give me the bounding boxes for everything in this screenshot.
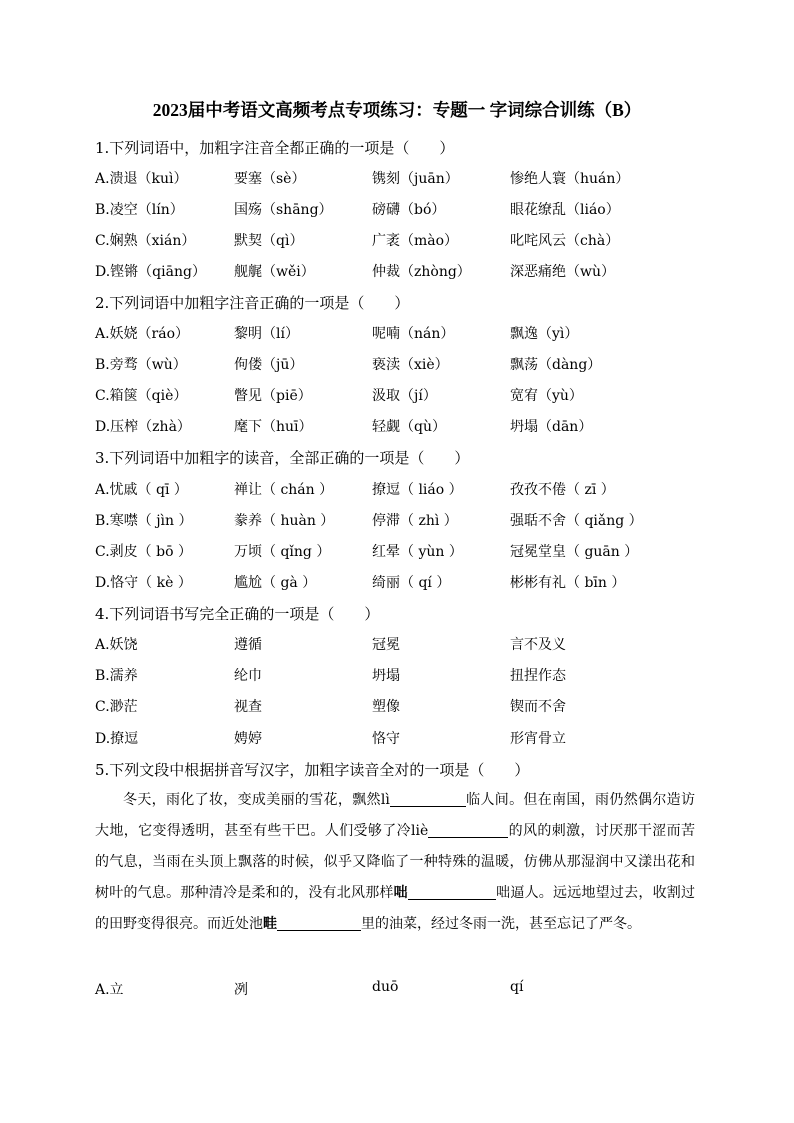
q1-c-3: 广袤（mào） bbox=[372, 233, 459, 249]
q2-c-1: C.箱箧（qiè） bbox=[95, 388, 188, 404]
answer-blank-4[interactable] bbox=[277, 914, 361, 931]
q2-a-3: 呢喃（nán） bbox=[372, 326, 455, 342]
q3-b-4: 强聒不舍（ qiǎng ） bbox=[510, 513, 643, 529]
q2-b-3: 亵渎（xiè） bbox=[372, 357, 449, 373]
q4-a-1: A.妖饶 bbox=[95, 637, 138, 653]
q1-c-4: 叱咤风云（chà） bbox=[510, 233, 620, 249]
q2-d-3: 轻觑（qù） bbox=[372, 419, 446, 435]
q4-a-4: 言不及义 bbox=[510, 637, 566, 653]
q1-b-2: 国殇（shāng） bbox=[234, 202, 333, 218]
answer-blank-2[interactable] bbox=[428, 821, 508, 838]
q5-option-row-a bbox=[95, 979, 735, 1003]
q1-b-3: 磅礴（bó） bbox=[372, 202, 446, 218]
q3-a-3: 撩逗（ liáo ） bbox=[372, 482, 463, 498]
q3-c-3: 红晕（ yùn ） bbox=[372, 544, 463, 560]
passage-segment-4: 咄逼人。远远地望过去，收割过的田野变得很亮。而近处池 bbox=[95, 885, 696, 932]
q1-a-3: 镌刻（juān） bbox=[372, 171, 459, 187]
passage-segment-2: 临人间。但在南国，雨仍然偶尔造访大地，它变得透明，甚至有些干巴。人们受够了冷 bbox=[95, 792, 696, 839]
q4-option-row-a bbox=[95, 634, 735, 658]
q2-b-1: B.旁骛（wù） bbox=[95, 357, 187, 373]
q2-d-2: 麾下（huī） bbox=[234, 419, 313, 435]
q2-option-row-c bbox=[95, 385, 735, 409]
q1-a-2: 要塞（sè） bbox=[234, 171, 306, 187]
reading-passage bbox=[95, 785, 695, 940]
q1-option-row-b bbox=[95, 199, 735, 223]
q3-d-4: 彬彬有礼（ bīn ） bbox=[510, 575, 626, 591]
q4-d-3: 恪守 bbox=[372, 731, 400, 747]
bold-char-duo: 咄 bbox=[393, 885, 408, 901]
q1-d-3: 仲裁（zhòng） bbox=[372, 264, 471, 280]
pinyin-prompt-1: lì bbox=[380, 792, 390, 808]
q4-b-3: 坍塌 bbox=[372, 668, 400, 684]
passage-segment-3: 的风的刺激，讨厌那干涩而苦的气息，当雨在头顶上飘落的时候，似乎又降临了一种特殊的温暖，仿佛从那湿润中又漾出花和树叶的气息。那种清冷是柔和的，没有北风那样 bbox=[95, 823, 696, 901]
q4-c-1: C.渺茫 bbox=[95, 699, 138, 715]
q3-option-row-b bbox=[95, 510, 735, 534]
q4-c-3: 塑像 bbox=[372, 699, 400, 715]
q4-b-2: 纶巾 bbox=[234, 668, 262, 684]
q1-option-row-a bbox=[95, 168, 735, 192]
q4-b-1: B.濡养 bbox=[95, 668, 138, 684]
q3-b-2: 豢养（ huàn ） bbox=[234, 513, 335, 529]
q4-b-4: 扭捏作态 bbox=[510, 668, 566, 684]
q1-option-row-c bbox=[95, 230, 735, 254]
q1-a-1: A.溃退（kuì） bbox=[95, 171, 188, 187]
q1-a-4: 惨绝人寰（huán） bbox=[510, 171, 630, 187]
q5-a-1: A.立 bbox=[95, 982, 124, 998]
q4-d-4: 形宵骨立 bbox=[510, 731, 566, 747]
question-4-stem: 4.下列词语书写完全正确的一项是（ ） bbox=[95, 605, 380, 623]
q4-c-4: 锲而不舍 bbox=[510, 699, 566, 715]
answer-blank-1[interactable] bbox=[390, 790, 466, 807]
q2-a-2: 黎明（lí） bbox=[234, 326, 299, 342]
q2-b-2: 佝偻（jū） bbox=[234, 357, 304, 373]
q2-option-row-d bbox=[95, 416, 735, 440]
answer-blank-3[interactable] bbox=[408, 883, 496, 900]
passage-segment-1: 冬天，雨化了妆，变成美丽的雪花，飘然 bbox=[123, 792, 381, 808]
question-1-stem: 1.下列词语中，加粗字注音全都正确的一项是（ ） bbox=[95, 139, 455, 157]
page-title: 2023届中考语文高频考点专项练习：专题一 字词综合训练（B） bbox=[152, 100, 642, 120]
q4-c-2: 视查 bbox=[234, 699, 262, 715]
q1-option-row-d bbox=[95, 261, 735, 285]
q1-c-1: C.娴熟（xián） bbox=[95, 233, 196, 249]
q3-d-2: 尴尬（ gà ） bbox=[234, 575, 317, 591]
q5-a-3: duō bbox=[372, 979, 399, 995]
q3-c-4: 冠冕堂皇（ guān ） bbox=[510, 544, 639, 560]
q3-a-2: 禅让（ chán ） bbox=[234, 482, 334, 498]
q3-a-4: 孜孜不倦（ zī ） bbox=[510, 482, 615, 498]
q1-d-1: D.铿锵（qiāng） bbox=[95, 264, 206, 280]
q3-d-1: D.恪守（ kè ） bbox=[95, 575, 192, 591]
q2-option-row-a bbox=[95, 323, 735, 347]
q3-c-1: C.剥皮（ bō ） bbox=[95, 544, 192, 560]
q4-d-1: D.撩逗 bbox=[95, 731, 139, 747]
q2-d-4: 坍塌（dān） bbox=[510, 419, 593, 435]
q1-b-4: 眼花缭乱（liáo） bbox=[510, 202, 620, 218]
question-2-stem: 2.下列词语中加粗字注音正确的一项是（ ） bbox=[95, 294, 410, 312]
q2-c-2: 瞥见（piē） bbox=[234, 388, 312, 404]
q3-option-row-c bbox=[95, 541, 735, 565]
q4-a-3: 冠冕 bbox=[372, 637, 400, 653]
q4-option-row-c bbox=[95, 696, 735, 720]
q1-d-4: 深恶痛绝（wù） bbox=[510, 264, 615, 280]
q3-b-1: B.寒噤（ jìn ） bbox=[95, 513, 193, 529]
q3-b-3: 停滞（ zhì ） bbox=[372, 513, 458, 529]
pinyin-prompt-2: liè bbox=[411, 823, 429, 839]
q3-option-row-d bbox=[95, 572, 735, 596]
q5-a-2: 冽 bbox=[234, 982, 248, 998]
q2-a-1: A.妖娆（ráo） bbox=[95, 326, 190, 342]
question-3-stem: 3.下列词语中加粗字的读音，全部正确的一项是（ ） bbox=[95, 449, 470, 467]
q5-a-4: qí bbox=[510, 979, 524, 995]
q4-a-2: 遵循 bbox=[234, 637, 262, 653]
question-5-stem: 5.下列文段中根据拼音写汉字，加粗字读音全对的一项是（ ） bbox=[95, 761, 530, 779]
q2-b-4: 飘荡（dàng） bbox=[510, 357, 602, 373]
q3-d-3: 绮丽（ qí ） bbox=[372, 575, 451, 591]
q1-c-2: 默契（qì） bbox=[234, 233, 304, 249]
q2-c-3: 汲取（jí） bbox=[372, 388, 437, 404]
q4-option-row-b bbox=[95, 665, 735, 689]
q4-d-2: 娉婷 bbox=[234, 731, 262, 747]
passage-segment-5: 里的油菜，经过冬雨一洗，甚至忘记了严冬。 bbox=[361, 916, 641, 932]
q2-d-1: D.压榨（zhà） bbox=[95, 419, 191, 435]
q3-option-row-a bbox=[95, 479, 735, 503]
q2-a-4: 飘逸（yì） bbox=[510, 326, 579, 342]
q1-d-2: 舰艉（wěi） bbox=[234, 264, 315, 280]
q2-option-row-b bbox=[95, 354, 735, 378]
q3-c-2: 万顷（ qǐng ） bbox=[234, 544, 331, 560]
q2-c-4: 宽宥（yù） bbox=[510, 388, 583, 404]
q1-b-1: B.凌空（lín） bbox=[95, 202, 184, 218]
bold-char-qi: 畦 bbox=[263, 916, 277, 932]
q3-a-1: A.忧戚（ qī ） bbox=[95, 482, 188, 498]
q4-option-row-d bbox=[95, 728, 735, 752]
